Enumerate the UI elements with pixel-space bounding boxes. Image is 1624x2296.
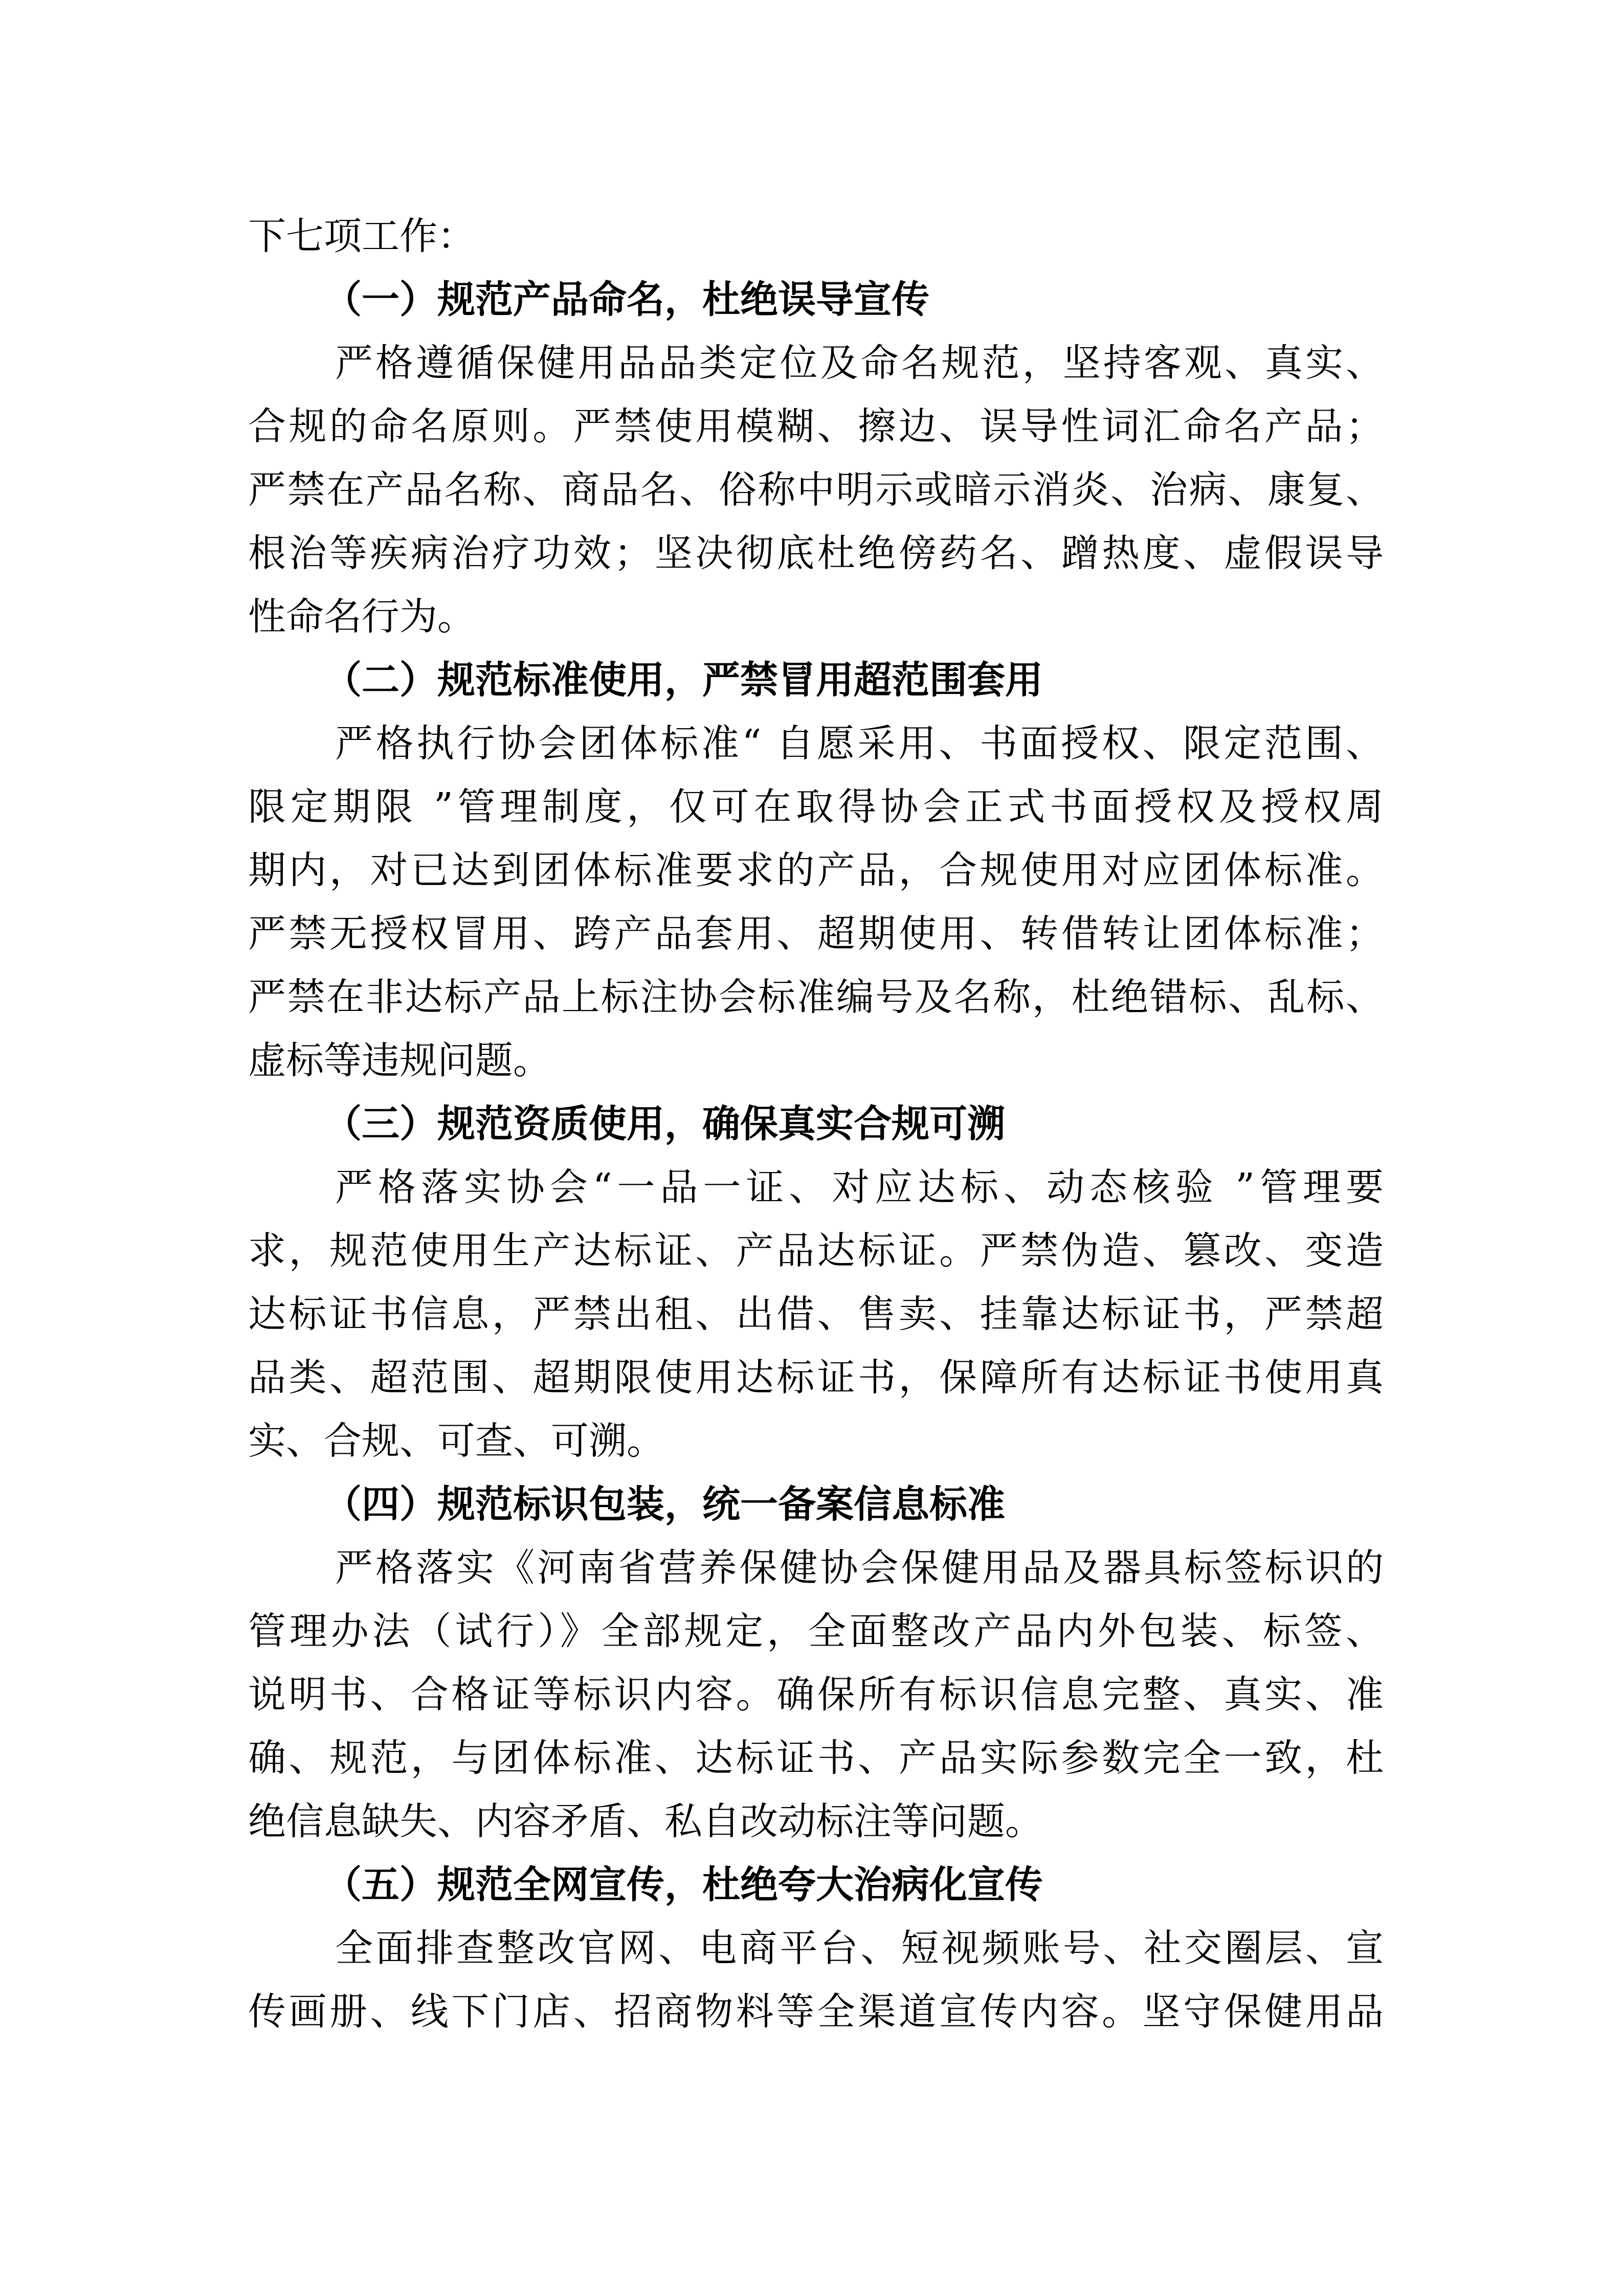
paragraph-first-line: 全面排查整改官网、电商平台、短视频账号、社交圈层、宣 [335,1926,1384,1970]
text-line: 严禁在非达标产品上标注协会标准编号及名称，杜绝错标、乱标、 [248,975,1384,1019]
text-line: 限定期限 ”管理制度，仅可在取得协会正式书面授权及授权周 [248,785,1384,829]
paragraph-first-line: 严格遵循保健用品品类定位及命名规范，坚持客观、真实、 [335,341,1384,385]
paragraph-last-line: 下七项工作： [248,214,475,258]
paragraph-last-line: 性命名行为。 [248,595,475,639]
text-line: 达标证书信息，严禁出租、出借、售卖、挂靠达标证书，严禁超 [248,1292,1384,1336]
paragraph-first-line: 严格执行协会团体标准“ 自愿采用、书面授权、限定范围、 [335,722,1384,766]
section-heading: （二）规范标准使用，严禁冒用超范围套用 [324,658,1043,702]
text-line: 严禁无授权冒用、跨产品套用、超期使用、转借转让团体标准； [248,912,1384,956]
text-line: 期内，对已达到团体标准要求的产品，合规使用对应团体标准。 [248,848,1384,892]
section-heading: （一）规范产品命名，杜绝误导宣传 [324,278,929,322]
paragraph-last-line: 虚标等违规问题。 [248,1039,551,1083]
paragraph-last-line: 绝信息缺失、内容矛盾、私自改动标注等问题。 [248,1799,1043,1843]
section-heading: （五）规范全网宣传，杜绝夸大治病化宣传 [324,1863,1043,1907]
paragraph-first-line: 严格落实协会“一品一证、对应达标、动态核验 ”管理要 [335,1165,1384,1209]
text-line: 确、规范，与团体标准、达标证书、产品实际参数完全一致，杜 [248,1736,1384,1780]
document-body [248,205,1384,2043]
text-line: 传画册、线下门店、招商物料等全渠道宣传内容。坚守保健用品 [248,1990,1384,2034]
text-line: 求，规范使用生产达标证、产品达标证。严禁伪造、篡改、变造 [248,1229,1384,1273]
section-heading: （四）规范标识包装，统一备案信息标准 [324,1482,1005,1526]
text-line: 严禁在产品名称、商品名、俗称中明示或暗示消炎、治病、康复、 [248,468,1384,512]
text-line: 合规的命名原则。严禁使用模糊、擦边、误导性词汇命名产品； [248,404,1384,448]
text-line: 说明书、合格证等标识内容。确保所有标识信息完整、真实、准 [248,1673,1384,1717]
paragraph-first-line: 严格落实《河南省营养保健协会保健用品及器具标签标识的 [335,1546,1384,1590]
section-heading: （三）规范资质使用，确保真实合规可溯 [324,1102,1005,1146]
text-line: 品类、超范围、超期限使用达标证书，保障所有达标证书使用真 [248,1356,1384,1400]
text-line: 管理办法（试行）》全部规定，全面整改产品内外包装、标签、 [248,1609,1384,1653]
paragraph-last-line: 实、合规、可查、可溯。 [248,1419,664,1463]
text-line: 根治等疾病治疗功效；坚决彻底杜绝傍药名、蹭热度、虚假误导 [248,531,1384,575]
